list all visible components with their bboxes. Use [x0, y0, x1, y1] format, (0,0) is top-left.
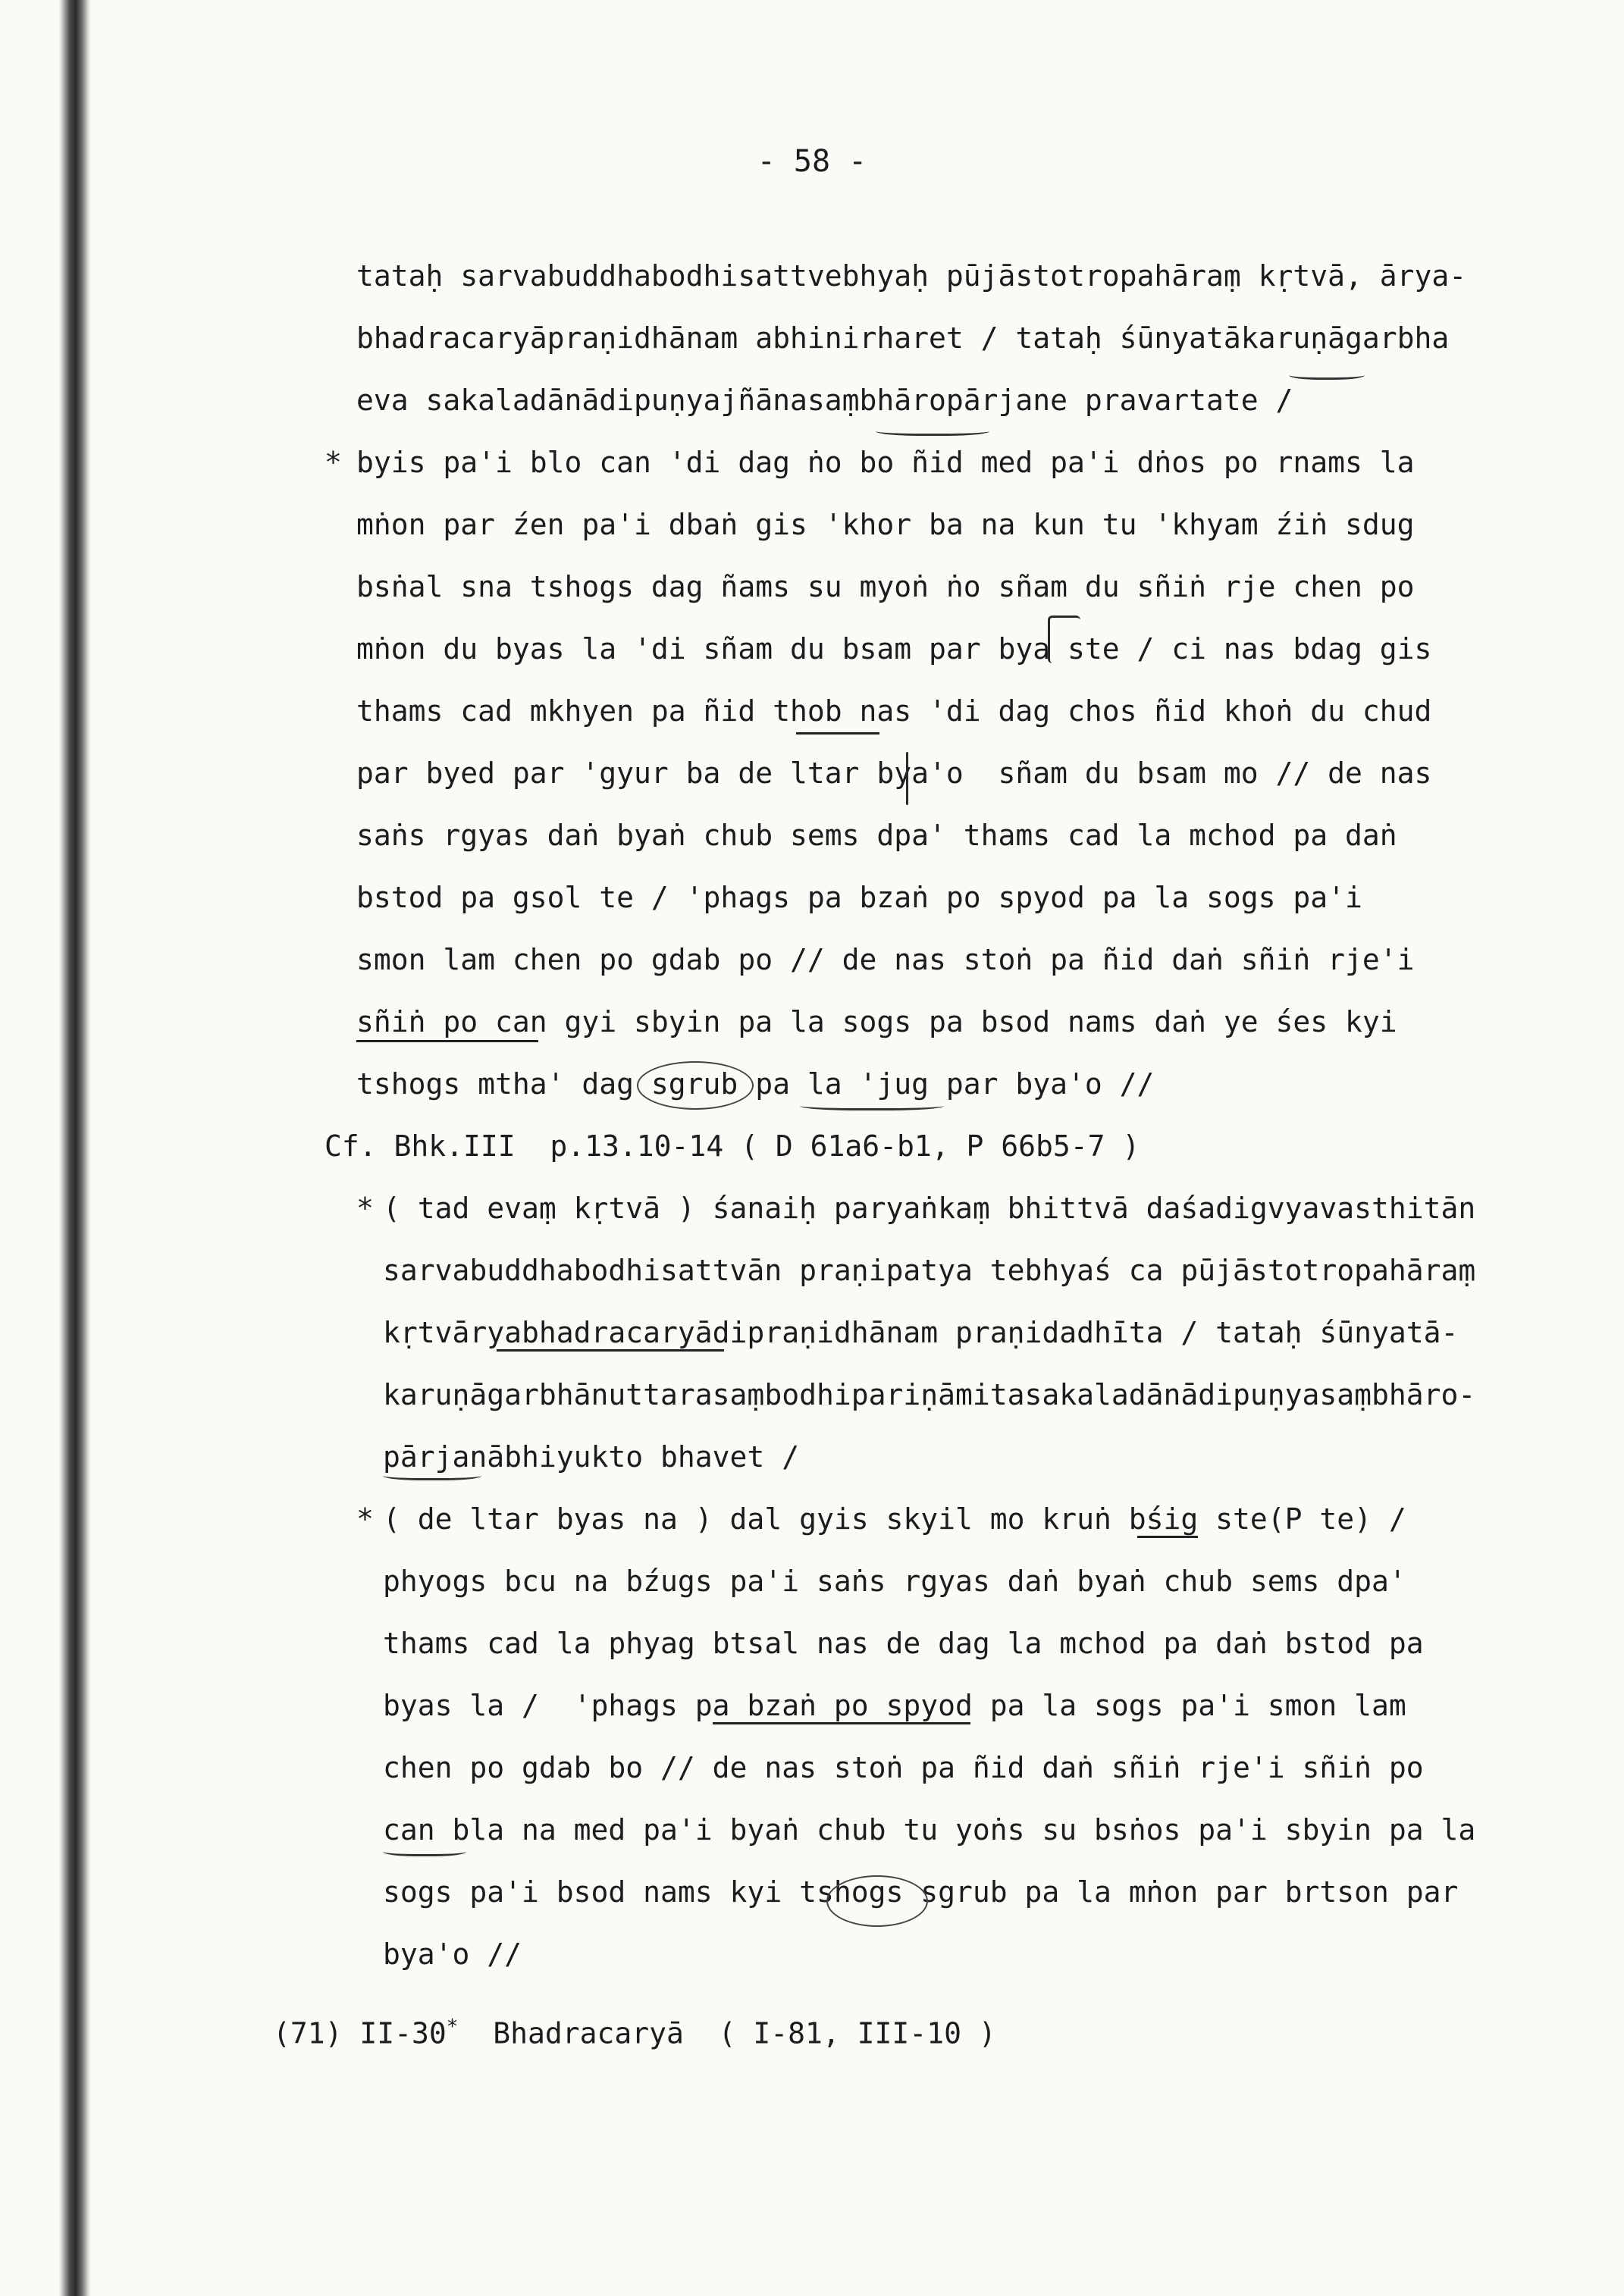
text-line: byas la / 'phags pa bzaṅ po spyod pa la sogs pa'i smon lam	[383, 1689, 1406, 1722]
section-header	[273, 2009, 996, 2052]
cross-reference-line: Cf. Bhk.III p.13.10-14 ( D 61a6-b1, P 66b5-7 )	[324, 1129, 1140, 1163]
asterisk-marker: *	[356, 1192, 374, 1225]
handwritten-underline	[356, 1040, 538, 1042]
text-line: ( tad evaṃ kṛtvā ) śanaiḥ paryaṅkaṃ bhittvā daśadigvyavasthitān	[383, 1192, 1476, 1225]
handwritten-underline	[383, 1845, 466, 1856]
text-line: bya'o //	[383, 1937, 522, 1971]
handwritten-underline	[713, 1722, 970, 1724]
handwritten-underline	[497, 1349, 724, 1352]
text-line: thams cad mkhyen pa ñid thob nas 'di dag chos ñid khoṅ du chud	[356, 694, 1432, 728]
handwritten-underline	[1289, 368, 1365, 380]
handwritten-underline	[796, 732, 879, 735]
text-line: mṅon par źen pa'i dbaṅ gis 'khor ba na kun tu 'khyam źiṅ sdug	[356, 508, 1415, 541]
asterisk-marker: *	[356, 1502, 374, 1536]
text-line: karuṇāgarbhānuttarasaṃbodhipariṇāmitasakaladānādipuṇyasaṃbhāro-	[383, 1378, 1476, 1411]
handwritten-bracket	[1048, 616, 1080, 663]
section-number: (71)	[273, 2016, 343, 2050]
text-line: bsṅal sna tshogs dag ñams su myoṅ ṅo sñam du sñiṅ rje chen po	[356, 570, 1415, 603]
section-title: Bhadracaryā	[493, 2016, 684, 2050]
text-line: chen po gdab bo // de nas stoṅ pa ñid daṅ sñiṅ rje'i sñiṅ po	[383, 1751, 1424, 1784]
text-line: bstod pa gsol te / 'phags pa bzaṅ po spyod pa la sogs pa'i	[356, 881, 1362, 914]
text-line: sñiṅ po can gyi sbyin pa la sogs pa bsod nams daṅ ye śes kyi	[356, 1005, 1397, 1038]
text-line: bhadracaryāpraṇidhānam abhinirharet / tataḥ śūnyatākaruṇāgarbha	[356, 321, 1450, 355]
handwritten-circle	[637, 1061, 754, 1110]
text-line: mṅon du byas la 'di sñam du bsam par bya ste / ci nas bdag gis	[356, 632, 1432, 666]
handwritten-underline	[800, 1099, 944, 1110]
handwritten-circle	[826, 1875, 928, 1927]
text-line: ( de ltar byas na ) dal gyis skyil mo kruṅ bśig ste(P te) /	[383, 1502, 1406, 1536]
text-line: sarvabuddhabodhisattvān praṇipatya tebhyaś ca pūjāstotropahāraṃ	[383, 1254, 1476, 1287]
handwritten-bracket	[906, 752, 908, 805]
handwritten-underline	[1137, 1536, 1198, 1538]
page-number: - 58 -	[757, 144, 867, 179]
text-line: sogs pa'i bsod nams kyi tshogs sgrub pa la mṅon par brtson par	[383, 1875, 1459, 1909]
asterisk-marker: *	[324, 446, 342, 479]
text-line: byis pa'i blo can 'di dag ṅo bo ñid med pa'i dṅos po rnams la	[356, 446, 1415, 479]
handwritten-underline	[876, 424, 989, 436]
handwritten-underline	[383, 1469, 481, 1480]
text-line: kṛtvāryabhadracaryādipraṇidhānam praṇidadhīta / tataḥ śūnyatā-	[383, 1316, 1459, 1349]
text-line: thams cad la phyag btsal nas de dag la mchod pa daṅ bstod pa	[383, 1627, 1424, 1660]
section-refs: ( I-81, III-10 )	[718, 2016, 996, 2050]
text-line: tataḥ sarvabuddhabodhisattvebhyaḥ pūjāstotropahāraṃ kṛtvā, ārya-	[356, 259, 1467, 293]
section-ref: II-30	[359, 2016, 447, 2050]
text-line: eva sakaladānādipuṇyajñānasaṃbhāropārjane pravartate /	[356, 384, 1293, 417]
text-line: saṅs rgyas daṅ byaṅ chub sems dpa' thams cad la mchod pa daṅ	[356, 819, 1397, 852]
text-line: par byed par 'gyur ba de ltar bya'o sñam du bsam mo // de nas	[356, 756, 1432, 790]
book-binding-edge	[0, 0, 91, 2296]
text-line: smon lam chen po gdab po // de nas stoṅ pa ñid daṅ sñiṅ rje'i	[356, 943, 1415, 976]
asterisk-marker: *	[446, 2016, 459, 2038]
text-line: tshogs mtha' dag sgrub pa la 'jug par bya'o //	[356, 1067, 1155, 1101]
text-line: can bla na med pa'i byaṅ chub tu yoṅs su bsṅos pa'i sbyin pa la	[383, 1813, 1476, 1847]
text-line: pārjanābhiyukto bhavet /	[383, 1440, 800, 1474]
text-line: phyogs bcu na bźugs pa'i saṅs rgyas daṅ byaṅ chub sems dpa'	[383, 1565, 1406, 1598]
